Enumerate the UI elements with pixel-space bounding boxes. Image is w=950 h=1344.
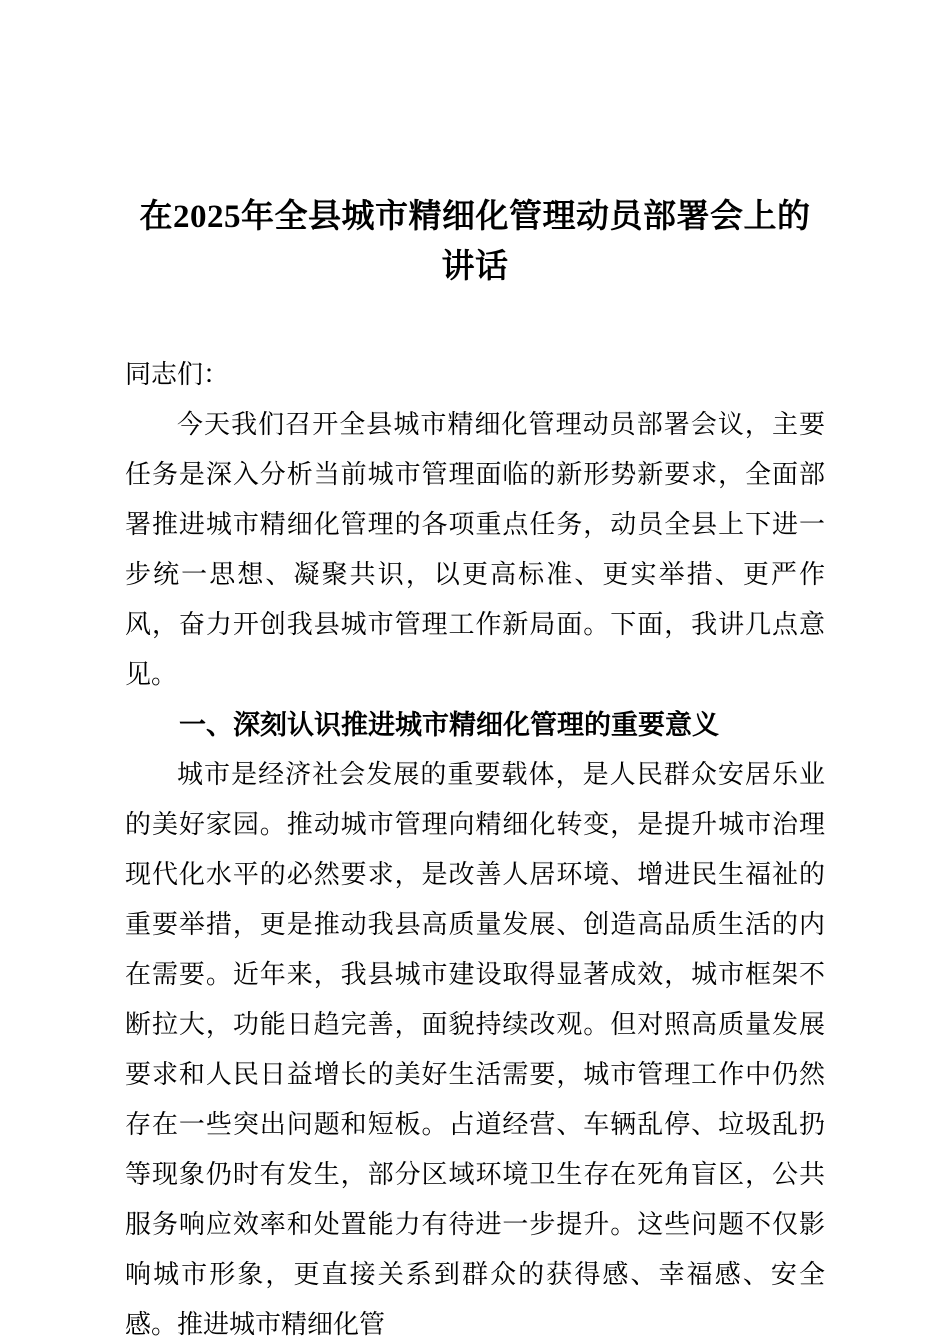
section1-paragraph: 城市是经济社会发展的重要载体，是人民群众安居乐业的美好家园。推动城市管理向精细化转变，是提升城市治理现代化水平的必然要求，是改善人居环境、增进民生福祉的重要举措，更是推动我县高质量发展、创造高品质生活的内在需要。近年来，我县城市建设取得显著成效，城市框架不断拉大，功能日趋完善，面貌持续改观。但对照高质量发展要求和人民日益增长的美好生活需要，城市管理工作中仍然存在一些突出问题和短板。占道经营、车辆乱停、垃圾乱扔等现象仍时有发生，部分区域环境卫生存在死角盲区，公共服务响应效率和处置能力有待进一步提升。这些问题不仅影响城市形象，更直接关系到群众的获得感、幸福感、安全感。推进城市精细化管 bbox=[125, 760, 825, 1339]
document-content bbox=[125, 0, 825, 1344]
section-heading-1: 一、深刻认识推进城市精细化管理的重要意义 bbox=[179, 710, 719, 740]
document-title: 在2025年全县城市精细化管理动员部署会上的讲话 bbox=[139, 199, 811, 285]
opening-paragraph: 今天我们召开全县城市精细化管理动员部署会议，主要任务是深入分析当前城市管理面临的新形势新要求，全面部署推进城市精细化管理的各项重点任务，动员全县上下进一步统一思想、凝聚共识，以更高标准、更实举措、更严作风，奋力开创我县城市管理工作新局面。下面，我讲几点意见。 bbox=[125, 410, 825, 689]
salutation: 同志们： bbox=[125, 360, 230, 389]
